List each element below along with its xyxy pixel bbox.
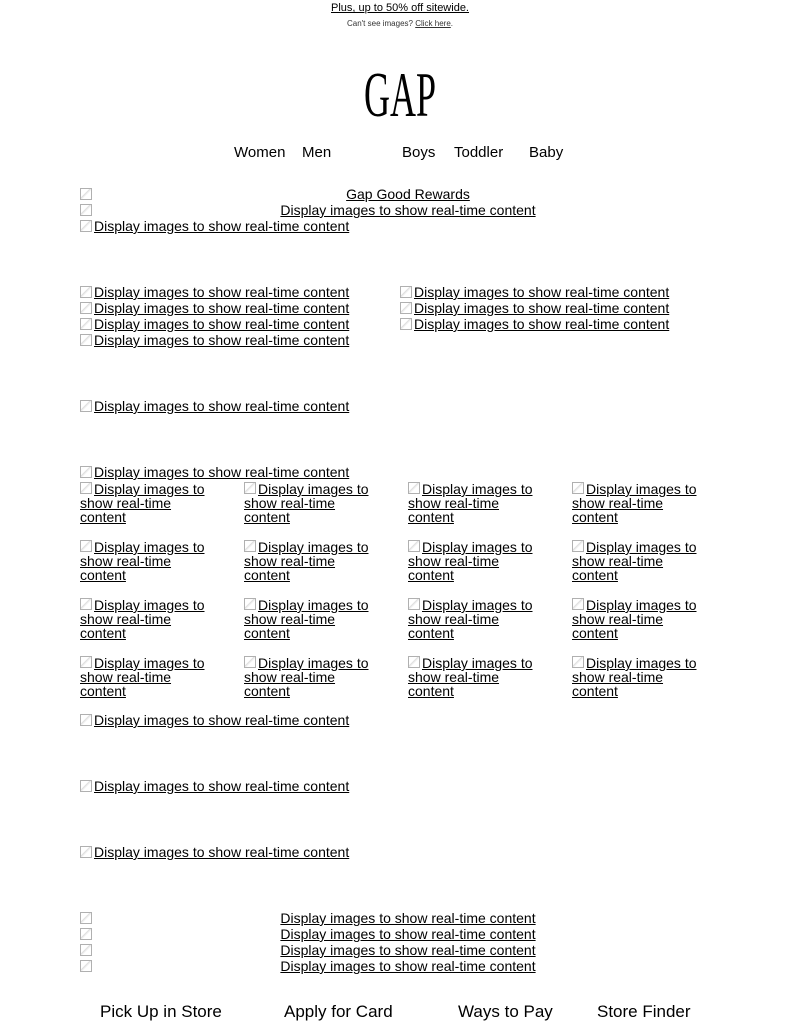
product-alt-link[interactable]: Display images to show real-time content xyxy=(80,539,205,583)
nav-men[interactable]: Men xyxy=(302,144,332,161)
product-tile[interactable] xyxy=(244,598,384,640)
image-alt-link[interactable]: Display images to show real-time content xyxy=(94,332,350,348)
broken-image-icon xyxy=(408,482,420,494)
broken-image-icon xyxy=(80,912,92,924)
product-alt-link[interactable]: Display images to show real-time content xyxy=(408,655,533,699)
image-alt-link[interactable]: Display images to show real-time content xyxy=(94,284,350,300)
image-placeholder[interactable] xyxy=(80,316,349,332)
product-alt-link[interactable]: Display images to show real-time content xyxy=(572,597,697,641)
product-alt-link[interactable]: Display images to show real-time content xyxy=(572,655,697,699)
product-alt-link[interactable]: Display images to show real-time content xyxy=(244,597,369,641)
broken-image-icon xyxy=(80,188,92,200)
product-tile[interactable] xyxy=(408,656,548,698)
broken-image-icon xyxy=(80,598,92,610)
image-placeholder[interactable] xyxy=(80,910,720,926)
product-tile[interactable] xyxy=(80,482,220,524)
image-alt-link[interactable]: Display images to show real-time content xyxy=(414,316,670,332)
product-tile[interactable] xyxy=(80,656,220,698)
product-tile[interactable] xyxy=(244,540,384,582)
gap-logo[interactable] xyxy=(0,59,800,130)
image-placeholder[interactable] xyxy=(80,284,349,300)
cant-see-suffix: . xyxy=(450,19,454,28)
main-nav xyxy=(0,144,800,164)
product-tile[interactable] xyxy=(80,598,220,640)
promo-link[interactable]: Plus, up to 50% off sitewide. xyxy=(331,2,469,14)
broken-image-icon xyxy=(80,286,92,298)
image-alt-link[interactable]: Display images to show real-time content xyxy=(280,910,536,926)
product-tile[interactable] xyxy=(408,482,548,524)
image-placeholder[interactable] xyxy=(400,284,669,300)
nav-boys[interactable]: Boys xyxy=(402,144,436,161)
image-alt-link[interactable]: Display images to show real-time content xyxy=(94,464,350,480)
broken-image-icon xyxy=(572,540,584,552)
broken-image-icon xyxy=(80,482,92,494)
broken-image-icon xyxy=(572,482,584,494)
image-alt-link[interactable]: Display images to show real-time content xyxy=(280,202,536,218)
image-alt-link[interactable]: Display images to show real-time content xyxy=(414,284,670,300)
store-finder-link[interactable]: Store Finder xyxy=(597,1002,691,1021)
image-alt-link[interactable]: Display images to show real-time content xyxy=(280,942,536,958)
product-tile[interactable] xyxy=(572,656,712,698)
broken-image-icon xyxy=(244,598,256,610)
product-tile[interactable] xyxy=(80,540,220,582)
broken-image-icon xyxy=(400,302,412,314)
nav-women[interactable]: Women xyxy=(234,144,286,161)
image-alt-link[interactable]: Display images to show real-time content xyxy=(94,778,350,794)
broken-image-icon xyxy=(80,466,92,478)
product-tile[interactable] xyxy=(244,656,384,698)
broken-image-icon xyxy=(400,318,412,330)
cant-see-prefix: Can't see images? xyxy=(346,19,413,28)
rewards-link[interactable]: Gap Good Rewards xyxy=(346,186,470,202)
broken-image-icon xyxy=(400,286,412,298)
product-tile[interactable] xyxy=(244,482,384,524)
hero-image-line[interactable] xyxy=(80,202,720,218)
broken-image-icon xyxy=(244,540,256,552)
apply-for-card-link[interactable]: Apply for Card xyxy=(284,1002,393,1021)
broken-image-icon xyxy=(80,780,92,792)
image-alt-link[interactable]: Display images to show real-time content xyxy=(280,926,536,942)
product-alt-link[interactable]: Display images to show real-time content xyxy=(408,597,533,641)
broken-image-icon xyxy=(80,714,92,726)
image-placeholder[interactable] xyxy=(400,300,669,316)
broken-image-icon xyxy=(80,302,92,314)
nav-toddler[interactable]: Toddler xyxy=(454,144,504,161)
pickup-in-store-link[interactable]: Pick Up in Store xyxy=(100,1002,222,1021)
broken-image-icon xyxy=(572,598,584,610)
click-here-link[interactable]: Click here xyxy=(415,19,451,28)
image-alt-link[interactable]: Display images to show real-time content xyxy=(280,958,536,974)
image-placeholder[interactable] xyxy=(80,218,349,234)
rewards-line[interactable] xyxy=(80,186,720,202)
broken-image-icon xyxy=(244,482,256,494)
product-tile[interactable] xyxy=(408,598,548,640)
cant-see-images xyxy=(0,19,800,28)
broken-image-icon xyxy=(80,540,92,552)
image-alt-link[interactable]: Display images to show real-time content xyxy=(94,712,350,728)
product-alt-link[interactable]: Display images to show real-time content xyxy=(80,481,205,525)
image-alt-link[interactable]: Display images to show real-time content xyxy=(414,300,670,316)
broken-image-icon xyxy=(80,204,92,216)
image-placeholder[interactable] xyxy=(400,316,669,332)
broken-image-icon xyxy=(244,656,256,668)
image-placeholder[interactable] xyxy=(80,464,349,480)
image-alt-link[interactable]: Display images to show real-time content xyxy=(94,398,350,414)
product-alt-link[interactable]: Display images to show real-time content xyxy=(80,655,205,699)
broken-image-icon xyxy=(80,656,92,668)
gap-logo-mark xyxy=(362,59,438,130)
broken-image-icon xyxy=(80,928,92,940)
promo-banner xyxy=(0,2,800,14)
broken-image-icon xyxy=(80,220,92,232)
broken-image-icon xyxy=(80,846,92,858)
image-alt-link[interactable]: Display images to show real-time content xyxy=(94,300,350,316)
broken-image-icon xyxy=(572,656,584,668)
product-alt-link[interactable]: Display images to show real-time content xyxy=(408,539,533,583)
product-alt-link[interactable]: Display images to show real-time content xyxy=(572,539,697,583)
image-alt-link[interactable]: Display images to show real-time content xyxy=(94,844,350,860)
image-placeholder[interactable] xyxy=(80,942,720,958)
broken-image-icon xyxy=(408,598,420,610)
product-alt-link[interactable]: Display images to show real-time content xyxy=(408,481,533,525)
broken-image-icon xyxy=(80,334,92,346)
image-alt-link[interactable]: Display images to show real-time content xyxy=(94,218,350,234)
product-tile[interactable] xyxy=(572,482,712,524)
broken-image-icon xyxy=(80,318,92,330)
ways-to-pay-link[interactable]: Ways to Pay xyxy=(458,1002,553,1021)
broken-image-icon xyxy=(408,656,420,668)
image-placeholder[interactable] xyxy=(80,332,349,348)
broken-image-icon xyxy=(80,400,92,412)
image-placeholder[interactable] xyxy=(80,778,349,794)
broken-image-icon xyxy=(80,960,92,972)
broken-image-icon xyxy=(80,944,92,956)
broken-image-icon xyxy=(408,540,420,552)
image-placeholder[interactable] xyxy=(80,398,349,414)
product-tile[interactable] xyxy=(572,540,712,582)
product-alt-link[interactable]: Display images to show real-time content xyxy=(244,655,369,699)
gap-logo-text: GAP xyxy=(364,59,436,130)
product-alt-link[interactable]: Display images to show real-time content xyxy=(572,481,697,525)
nav-baby[interactable]: Baby xyxy=(529,144,564,161)
product-alt-link[interactable]: Display images to show real-time content xyxy=(244,539,369,583)
product-alt-link[interactable]: Display images to show real-time content xyxy=(244,481,369,525)
product-alt-link[interactable]: Display images to show real-time content xyxy=(80,597,205,641)
product-tile[interactable] xyxy=(408,540,548,582)
image-placeholder[interactable] xyxy=(80,300,349,316)
image-placeholder[interactable] xyxy=(80,712,349,728)
footer-links xyxy=(0,1002,800,1024)
product-tile[interactable] xyxy=(572,598,712,640)
image-placeholder[interactable] xyxy=(80,958,720,974)
image-placeholder[interactable] xyxy=(80,926,720,942)
image-alt-link[interactable]: Display images to show real-time content xyxy=(94,316,350,332)
image-placeholder[interactable] xyxy=(80,844,349,860)
